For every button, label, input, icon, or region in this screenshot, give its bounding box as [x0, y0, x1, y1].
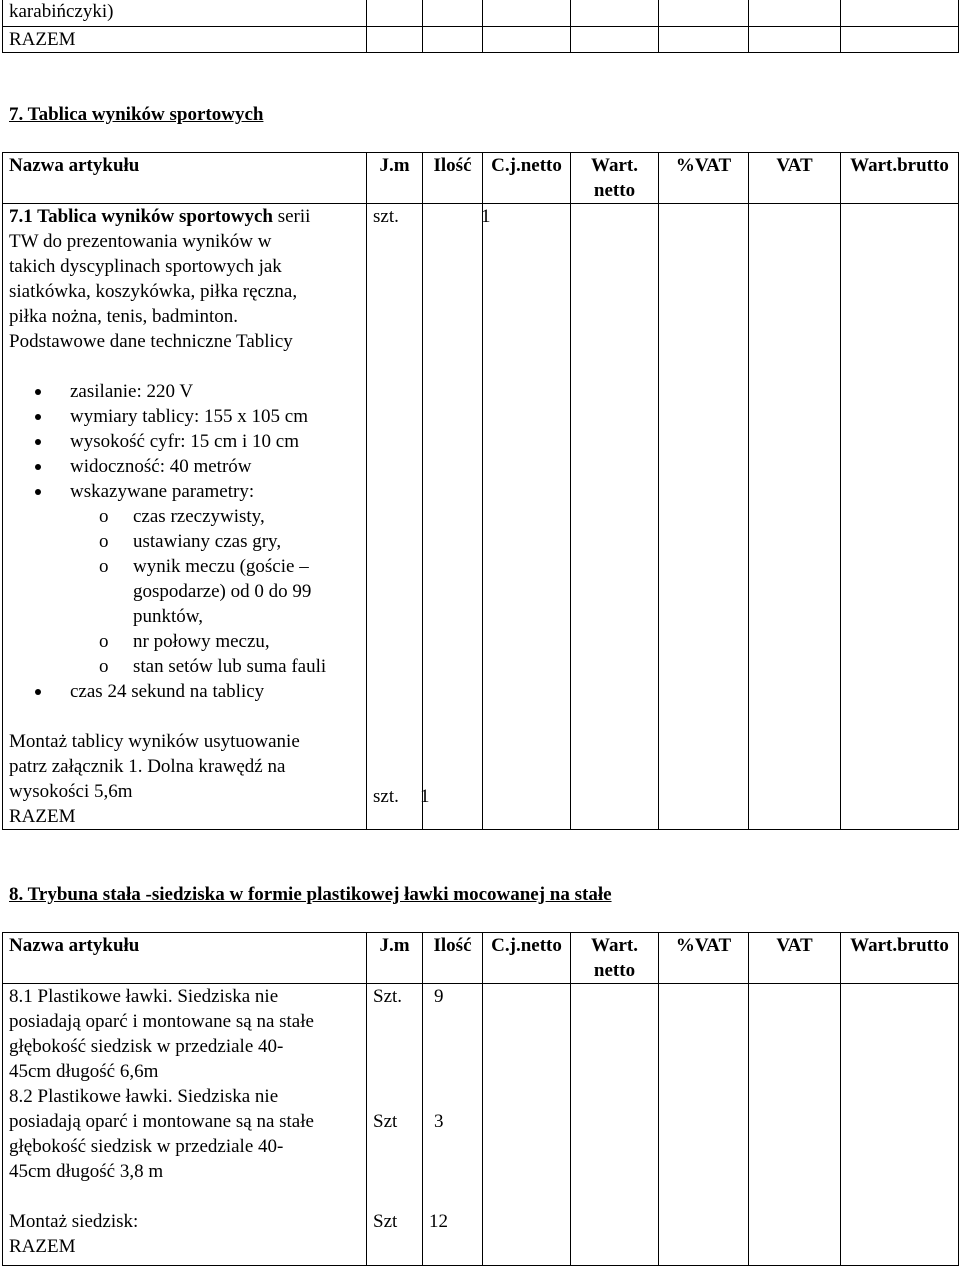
item-8-2-unit: Szt: [373, 1111, 398, 1132]
col-header-qty: Ilość: [423, 933, 483, 984]
montaz-qty: 1: [420, 786, 430, 807]
item-7-1-qty: 1: [481, 206, 491, 227]
item-8-1-unit: Szt.: [373, 986, 403, 1007]
item-7-1-unit: szt.: [373, 206, 399, 227]
top-item-text: karabińczyki): [3, 0, 367, 27]
top-summary-table: [2, 0, 959, 53]
section8-table: [2, 932, 959, 1266]
item-8-2-text: 8.2 Plastikowe ławki. Siedziska nie: [9, 1086, 279, 1107]
col-header-name: Nazwa artykułu: [3, 153, 367, 204]
col-header-gross: Wart.brutto: [841, 933, 959, 984]
list-item: czas 24 sekund na tablicy: [3, 679, 366, 704]
sub-feature-list: [3, 504, 366, 679]
section8-unit-cell: [367, 984, 423, 1266]
col-header-name: Nazwa artykułu: [3, 933, 367, 984]
item-7-1-qty-cell: [420, 204, 491, 830]
list-item: o nr połowy meczu,: [99, 631, 270, 652]
item-8-1-qty: 9: [434, 986, 444, 1007]
montaz-unit: szt.: [373, 786, 399, 807]
section8-heading: 8. Trybuna stała -siedziska w formie plastikowej ławki mocowanej na stałe: [9, 884, 612, 905]
item-7-1-unit-cell: [367, 204, 423, 830]
section7-heading: 7. Tablica wyników sportowych: [9, 104, 264, 125]
col-header-unit-net: C.j.netto: [483, 153, 571, 204]
col-header-vat-pct: %VAT: [659, 933, 749, 984]
montaz-text: Montaż tablicy wyników usytuowanie: [9, 731, 300, 752]
list-item: o ustawiany czas gry,: [99, 531, 282, 552]
item-8-1-text: 8.1 Plastikowe ławki. Siedziska nie: [9, 986, 279, 1007]
list-item: zasilanie: 220 V: [3, 379, 366, 404]
montaz-siedzisk-qty: 12: [429, 1211, 448, 1232]
section8-items: 8.1 Plastikowe ławki. Siedziska nie posiadają oparć i montowane są na stałe głębokość siedzisk w przedziale 40- 45cm długość 6,6m 8.2 Plastikowe ławki. Siedziska nie posiadają oparć i montowane są na stałe głębokość siedzisk w przedziale 40- 45cm długość 3,8 m Montaż siedzisk: RAZEM: [3, 984, 367, 1266]
list-item: widoczność: 40 metrów: [3, 454, 366, 479]
section7-razem: RAZEM: [9, 806, 76, 827]
list-item: o czas rzeczywisty,: [99, 506, 265, 527]
section7-table: [2, 152, 959, 830]
col-header-vat: VAT: [749, 933, 841, 984]
list-item: o stan setów lub suma fauli: [99, 656, 327, 677]
col-header-unit-net: C.j.netto: [483, 933, 571, 984]
col-header-unit: J.m: [367, 933, 423, 984]
top-razem: RAZEM: [3, 27, 367, 53]
section8-razem: RAZEM: [9, 1236, 76, 1257]
section8-qty-cell: [423, 984, 483, 1266]
item-8-2-qty: 3: [434, 1111, 444, 1132]
col-header-vat-pct: %VAT: [659, 153, 749, 204]
list-item: o wynik meczu (goście – gospodarze) od 0 do 99 punktów,: [99, 556, 312, 627]
list-item: wskazywane parametry:: [3, 479, 366, 504]
feature-list: [3, 379, 366, 504]
montaz-siedzisk: Montaż siedzisk:: [9, 1211, 139, 1232]
col-header-gross: Wart.brutto: [841, 153, 959, 204]
list-item: wymiary tablicy: 155 x 105 cm: [3, 404, 366, 429]
col-header-value-net: Wart. netto: [571, 933, 659, 984]
col-header-unit: J.m: [367, 153, 423, 204]
col-header-value-net: Wart. netto: [571, 153, 659, 204]
list-item: wysokość cyfr: 15 cm i 10 cm: [3, 429, 366, 454]
col-header-vat: VAT: [749, 153, 841, 204]
item-7-1-description: 7.1 Tablica wyników sportowych serii TW do prezentowania wyników w takich dyscyplinach sportowych jak siatkówka, koszykówka, piłka ręczna, piłka nożna, tenis, badminton. Podstawowe dane techniczne Tablicy zasilanie: 220 V wymiary tablicy: 155 x 105 cm wysokość cyfr: 15 cm i 10 cm widoczność: 40 metrów wskazywane parametry: o czas rzeczywisty, o ustawiany czas gry, o wynik meczu (goście – gospodarze) od 0 do 99 punktów, o nr połowy meczu, o stan setów lub suma fauli czas 24 sekund na tablicy Montaż tablicy wyników usytuowanie patrz załącznik 1. Dolna krawędź na wysokości 5,6m RAZEM: [3, 204, 367, 830]
montaz-siedzisk-unit: Szt: [373, 1211, 398, 1232]
col-header-qty: Ilość: [423, 153, 483, 204]
item-7-1-subtitle: Podstawowe dane techniczne Tablicy: [9, 331, 293, 352]
item-7-1-title: 7.1 Tablica wyników sportowych: [9, 206, 273, 227]
